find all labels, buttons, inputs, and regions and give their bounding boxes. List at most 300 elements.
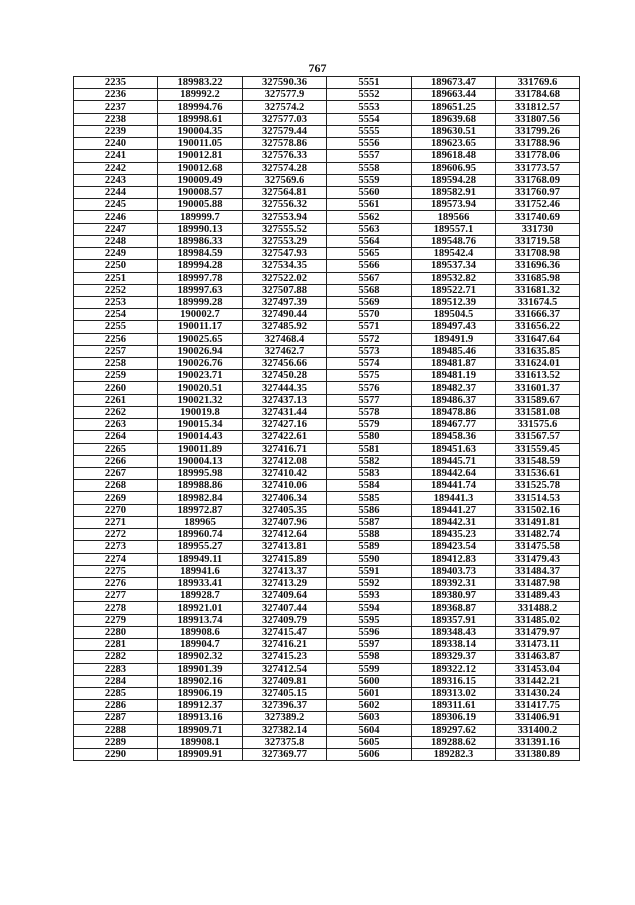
x-coordinate-right-cell: 189442.31 [412, 516, 496, 528]
table-row [74, 565, 580, 577]
point-number-left-cell: 2285 [74, 687, 158, 699]
y-coordinate-left-cell: 327547.93 [243, 248, 327, 260]
point-number-left-cell: 2271 [74, 516, 158, 528]
x-coordinate-right-cell: 189357.91 [412, 614, 496, 626]
x-coordinate-left-cell: 190002.7 [158, 309, 243, 321]
point-number-left-cell: 2238 [74, 113, 158, 125]
x-coordinate-left-cell: 189999.7 [158, 211, 243, 223]
x-coordinate-right-cell: 189467.77 [412, 419, 496, 431]
y-coordinate-right-cell: 331484.37 [496, 565, 580, 577]
point-number-right-cell: 5586 [327, 504, 412, 516]
y-coordinate-right-cell: 331778.06 [496, 150, 580, 162]
point-number-left-cell: 2258 [74, 358, 158, 370]
point-number-left-cell: 2237 [74, 101, 158, 113]
x-coordinate-left-cell: 190011.05 [158, 138, 243, 150]
y-coordinate-left-cell: 327405.35 [243, 504, 327, 516]
y-coordinate-right-cell: 331491.81 [496, 516, 580, 528]
x-coordinate-left-cell: 190026.76 [158, 358, 243, 370]
y-coordinate-right-cell: 331581.08 [496, 406, 580, 418]
y-coordinate-left-cell: 327407.96 [243, 516, 327, 528]
point-number-left-cell: 2248 [74, 235, 158, 247]
y-coordinate-left-cell: 327444.35 [243, 382, 327, 394]
y-coordinate-left-cell: 327556.32 [243, 199, 327, 211]
point-number-left-cell: 2288 [74, 724, 158, 736]
y-coordinate-right-cell: 331768.09 [496, 174, 580, 186]
table-row [74, 211, 580, 223]
x-coordinate-left-cell: 189988.86 [158, 480, 243, 492]
y-coordinate-left-cell: 327409.64 [243, 590, 327, 602]
y-coordinate-left-cell: 327590.36 [243, 77, 327, 89]
x-coordinate-left-cell: 190026.94 [158, 345, 243, 357]
table-row [74, 675, 580, 687]
table-row [74, 223, 580, 235]
y-coordinate-right-cell: 331752.46 [496, 199, 580, 211]
table-row [74, 614, 580, 626]
y-coordinate-left-cell: 327578.86 [243, 138, 327, 150]
x-coordinate-right-cell: 189445.71 [412, 455, 496, 467]
y-coordinate-right-cell: 331380.89 [496, 749, 580, 761]
point-number-right-cell: 5592 [327, 577, 412, 589]
point-number-right-cell: 5553 [327, 101, 412, 113]
y-coordinate-left-cell: 327415.47 [243, 626, 327, 638]
point-number-left-cell: 2243 [74, 174, 158, 186]
y-coordinate-right-cell: 331479.97 [496, 626, 580, 638]
y-coordinate-left-cell: 327577.9 [243, 89, 327, 101]
x-coordinate-right-cell: 189491.9 [412, 333, 496, 345]
table-row [74, 272, 580, 284]
point-number-right-cell: 5564 [327, 235, 412, 247]
y-coordinate-left-cell: 327522.02 [243, 272, 327, 284]
point-number-right-cell: 5594 [327, 602, 412, 614]
y-coordinate-right-cell: 331417.75 [496, 700, 580, 712]
y-coordinate-right-cell: 331760.97 [496, 186, 580, 198]
point-number-left-cell: 2287 [74, 712, 158, 724]
y-coordinate-left-cell: 327389.2 [243, 712, 327, 724]
x-coordinate-right-cell: 189512.39 [412, 296, 496, 308]
y-coordinate-left-cell: 327375.8 [243, 736, 327, 748]
point-number-left-cell: 2262 [74, 406, 158, 418]
x-coordinate-left-cell: 189941.6 [158, 565, 243, 577]
x-coordinate-right-cell: 189441.74 [412, 480, 496, 492]
point-number-left-cell: 2251 [74, 272, 158, 284]
table-row [74, 480, 580, 492]
point-number-right-cell: 5582 [327, 455, 412, 467]
y-coordinate-left-cell: 327415.89 [243, 553, 327, 565]
x-coordinate-left-cell: 189906.19 [158, 687, 243, 699]
coordinates-table [73, 76, 580, 761]
table-row [74, 749, 580, 761]
y-coordinate-right-cell: 331502.16 [496, 504, 580, 516]
table-row [74, 651, 580, 663]
point-number-right-cell: 5585 [327, 492, 412, 504]
y-coordinate-left-cell: 327407.44 [243, 602, 327, 614]
x-coordinate-right-cell: 189313.02 [412, 687, 496, 699]
y-coordinate-left-cell: 327534.35 [243, 260, 327, 272]
y-coordinate-left-cell: 327413.81 [243, 541, 327, 553]
y-coordinate-left-cell: 327485.92 [243, 321, 327, 333]
x-coordinate-left-cell: 190004.13 [158, 455, 243, 467]
point-number-left-cell: 2277 [74, 590, 158, 602]
table-row [74, 162, 580, 174]
y-coordinate-left-cell: 327555.52 [243, 223, 327, 235]
y-coordinate-left-cell: 327422.61 [243, 431, 327, 443]
point-number-right-cell: 5579 [327, 419, 412, 431]
point-number-left-cell: 2239 [74, 125, 158, 137]
point-number-left-cell: 2240 [74, 138, 158, 150]
x-coordinate-right-cell: 189441.3 [412, 492, 496, 504]
point-number-right-cell: 5554 [327, 113, 412, 125]
table-row [74, 321, 580, 333]
y-coordinate-right-cell: 331514.53 [496, 492, 580, 504]
x-coordinate-right-cell: 189380.97 [412, 590, 496, 602]
y-coordinate-left-cell: 327468.4 [243, 333, 327, 345]
point-number-left-cell: 2252 [74, 284, 158, 296]
x-coordinate-left-cell: 189990.13 [158, 223, 243, 235]
x-coordinate-left-cell: 190009.49 [158, 174, 243, 186]
x-coordinate-left-cell: 189986.33 [158, 235, 243, 247]
table-row [74, 492, 580, 504]
x-coordinate-left-cell: 190005.88 [158, 199, 243, 211]
point-number-left-cell: 2280 [74, 626, 158, 638]
point-number-right-cell: 5561 [327, 199, 412, 211]
y-coordinate-right-cell: 331696.36 [496, 260, 580, 272]
point-number-right-cell: 5604 [327, 724, 412, 736]
point-number-right-cell: 5595 [327, 614, 412, 626]
x-coordinate-left-cell: 189902.32 [158, 651, 243, 663]
point-number-left-cell: 2257 [74, 345, 158, 357]
x-coordinate-left-cell: 189912.37 [158, 700, 243, 712]
y-coordinate-right-cell: 331666.37 [496, 309, 580, 321]
y-coordinate-right-cell: 331708.98 [496, 248, 580, 260]
x-coordinate-left-cell: 189994.76 [158, 101, 243, 113]
x-coordinate-right-cell: 189306.19 [412, 712, 496, 724]
table-row [74, 77, 580, 89]
point-number-right-cell: 5559 [327, 174, 412, 186]
point-number-left-cell: 2276 [74, 577, 158, 589]
x-coordinate-left-cell: 189994.28 [158, 260, 243, 272]
table-row [74, 639, 580, 651]
x-coordinate-left-cell: 189965 [158, 516, 243, 528]
point-number-right-cell: 5563 [327, 223, 412, 235]
x-coordinate-left-cell: 189933.41 [158, 577, 243, 589]
point-number-right-cell: 5591 [327, 565, 412, 577]
table-row [74, 431, 580, 443]
x-coordinate-right-cell: 189639.68 [412, 113, 496, 125]
table-row [74, 174, 580, 186]
point-number-right-cell: 5577 [327, 394, 412, 406]
point-number-right-cell: 5606 [327, 749, 412, 761]
x-coordinate-left-cell: 190011.89 [158, 443, 243, 455]
y-coordinate-right-cell: 331525.78 [496, 480, 580, 492]
x-coordinate-right-cell: 189392.31 [412, 577, 496, 589]
point-number-left-cell: 2253 [74, 296, 158, 308]
point-number-right-cell: 5558 [327, 162, 412, 174]
point-number-right-cell: 5562 [327, 211, 412, 223]
x-coordinate-left-cell: 190019.8 [158, 406, 243, 418]
point-number-right-cell: 5551 [327, 77, 412, 89]
x-coordinate-left-cell: 189921.01 [158, 602, 243, 614]
y-coordinate-left-cell: 327409.79 [243, 614, 327, 626]
y-coordinate-left-cell: 327413.37 [243, 565, 327, 577]
table-row [74, 333, 580, 345]
point-number-left-cell: 2282 [74, 651, 158, 663]
point-number-left-cell: 2241 [74, 150, 158, 162]
y-coordinate-right-cell: 331559.45 [496, 443, 580, 455]
x-coordinate-right-cell: 189522.71 [412, 284, 496, 296]
point-number-left-cell: 2268 [74, 480, 158, 492]
y-coordinate-right-cell: 331719.58 [496, 235, 580, 247]
table-row [74, 296, 580, 308]
y-coordinate-left-cell: 327431.44 [243, 406, 327, 418]
y-coordinate-left-cell: 327462.7 [243, 345, 327, 357]
point-number-left-cell: 2255 [74, 321, 158, 333]
table-row [74, 235, 580, 247]
y-coordinate-left-cell: 327437.13 [243, 394, 327, 406]
point-number-right-cell: 5581 [327, 443, 412, 455]
x-coordinate-left-cell: 189983.22 [158, 77, 243, 89]
x-coordinate-right-cell: 189537.34 [412, 260, 496, 272]
y-coordinate-right-cell: 331788.96 [496, 138, 580, 150]
table-row [74, 382, 580, 394]
y-coordinate-right-cell: 331635.85 [496, 345, 580, 357]
point-number-right-cell: 5571 [327, 321, 412, 333]
x-coordinate-left-cell: 190011.17 [158, 321, 243, 333]
y-coordinate-left-cell: 327382.14 [243, 724, 327, 736]
x-coordinate-right-cell: 189623.65 [412, 138, 496, 150]
y-coordinate-right-cell: 331799.26 [496, 125, 580, 137]
point-number-right-cell: 5573 [327, 345, 412, 357]
point-number-left-cell: 2283 [74, 663, 158, 675]
y-coordinate-left-cell: 327412.08 [243, 455, 327, 467]
y-coordinate-right-cell: 331656.22 [496, 321, 580, 333]
table-row [74, 516, 580, 528]
y-coordinate-right-cell: 331807.56 [496, 113, 580, 125]
x-coordinate-left-cell: 190014.43 [158, 431, 243, 443]
table-row [74, 541, 580, 553]
x-coordinate-left-cell: 189998.61 [158, 113, 243, 125]
x-coordinate-right-cell: 189630.51 [412, 125, 496, 137]
x-coordinate-right-cell: 189442.64 [412, 468, 496, 480]
x-coordinate-left-cell: 189902.16 [158, 675, 243, 687]
point-number-right-cell: 5556 [327, 138, 412, 150]
y-coordinate-right-cell: 331730 [496, 223, 580, 235]
x-coordinate-left-cell: 189928.7 [158, 590, 243, 602]
point-number-left-cell: 2289 [74, 736, 158, 748]
y-coordinate-right-cell: 331685.98 [496, 272, 580, 284]
table-row [74, 113, 580, 125]
x-coordinate-right-cell: 189348.43 [412, 626, 496, 638]
point-number-right-cell: 5603 [327, 712, 412, 724]
y-coordinate-right-cell: 331681.32 [496, 284, 580, 296]
x-coordinate-left-cell: 190025.65 [158, 333, 243, 345]
x-coordinate-right-cell: 189673.47 [412, 77, 496, 89]
table-row [74, 345, 580, 357]
point-number-left-cell: 2259 [74, 370, 158, 382]
y-coordinate-right-cell: 331453.04 [496, 663, 580, 675]
point-number-right-cell: 5596 [327, 626, 412, 638]
y-coordinate-right-cell: 331740.69 [496, 211, 580, 223]
y-coordinate-left-cell: 327427.16 [243, 419, 327, 431]
x-coordinate-left-cell: 189955.27 [158, 541, 243, 553]
point-number-right-cell: 5560 [327, 186, 412, 198]
table-row [74, 602, 580, 614]
table-row [74, 687, 580, 699]
x-coordinate-right-cell: 189423.54 [412, 541, 496, 553]
y-coordinate-right-cell: 331391.16 [496, 736, 580, 748]
point-number-right-cell: 5588 [327, 529, 412, 541]
y-coordinate-left-cell: 327507.88 [243, 284, 327, 296]
y-coordinate-right-cell: 331769.6 [496, 77, 580, 89]
y-coordinate-right-cell: 331575.6 [496, 419, 580, 431]
point-number-left-cell: 2260 [74, 382, 158, 394]
x-coordinate-left-cell: 189908.1 [158, 736, 243, 748]
x-coordinate-left-cell: 189913.16 [158, 712, 243, 724]
table-row [74, 125, 580, 137]
table-row [74, 626, 580, 638]
point-number-left-cell: 2254 [74, 309, 158, 321]
table-row [74, 577, 580, 589]
point-number-left-cell: 2274 [74, 553, 158, 565]
x-coordinate-right-cell: 189486.37 [412, 394, 496, 406]
y-coordinate-right-cell: 331487.98 [496, 577, 580, 589]
point-number-right-cell: 5583 [327, 468, 412, 480]
y-coordinate-left-cell: 327412.54 [243, 663, 327, 675]
table-row [74, 468, 580, 480]
y-coordinate-left-cell: 327415.23 [243, 651, 327, 663]
x-coordinate-right-cell: 189651.25 [412, 101, 496, 113]
x-coordinate-left-cell: 189999.28 [158, 296, 243, 308]
table-row [74, 101, 580, 113]
x-coordinate-left-cell: 189982.84 [158, 492, 243, 504]
x-coordinate-right-cell: 189566 [412, 211, 496, 223]
x-coordinate-right-cell: 189311.61 [412, 700, 496, 712]
y-coordinate-right-cell: 331773.57 [496, 162, 580, 174]
point-number-left-cell: 2265 [74, 443, 158, 455]
point-number-right-cell: 5565 [327, 248, 412, 260]
y-coordinate-left-cell: 327577.03 [243, 113, 327, 125]
table-row [74, 406, 580, 418]
point-number-left-cell: 2269 [74, 492, 158, 504]
point-number-right-cell: 5578 [327, 406, 412, 418]
x-coordinate-right-cell: 189557.1 [412, 223, 496, 235]
table-row [74, 199, 580, 211]
y-coordinate-left-cell: 327450.28 [243, 370, 327, 382]
point-number-right-cell: 5552 [327, 89, 412, 101]
point-number-right-cell: 5567 [327, 272, 412, 284]
y-coordinate-right-cell: 331674.5 [496, 296, 580, 308]
x-coordinate-right-cell: 189481.19 [412, 370, 496, 382]
y-coordinate-right-cell: 331430.24 [496, 687, 580, 699]
point-number-right-cell: 5590 [327, 553, 412, 565]
point-number-left-cell: 2261 [74, 394, 158, 406]
x-coordinate-right-cell: 189542.4 [412, 248, 496, 260]
y-coordinate-right-cell: 331784.68 [496, 89, 580, 101]
point-number-left-cell: 2286 [74, 700, 158, 712]
x-coordinate-right-cell: 189435.23 [412, 529, 496, 541]
x-coordinate-left-cell: 189960.74 [158, 529, 243, 541]
table-row [74, 663, 580, 675]
y-coordinate-left-cell: 327574.28 [243, 162, 327, 174]
x-coordinate-right-cell: 189663.44 [412, 89, 496, 101]
x-coordinate-right-cell: 189482.37 [412, 382, 496, 394]
y-coordinate-left-cell: 327553.29 [243, 235, 327, 247]
x-coordinate-right-cell: 189282.3 [412, 749, 496, 761]
table-row [74, 712, 580, 724]
table-row [74, 309, 580, 321]
x-coordinate-right-cell: 189606.95 [412, 162, 496, 174]
x-coordinate-left-cell: 189995.98 [158, 468, 243, 480]
point-number-left-cell: 2266 [74, 455, 158, 467]
table-row [74, 736, 580, 748]
point-number-right-cell: 5600 [327, 675, 412, 687]
x-coordinate-right-cell: 189478.86 [412, 406, 496, 418]
y-coordinate-left-cell: 327416.71 [243, 443, 327, 455]
point-number-left-cell: 2246 [74, 211, 158, 223]
table-row [74, 150, 580, 162]
point-number-right-cell: 5570 [327, 309, 412, 321]
y-coordinate-left-cell: 327413.29 [243, 577, 327, 589]
y-coordinate-right-cell: 331613.52 [496, 370, 580, 382]
y-coordinate-right-cell: 331479.43 [496, 553, 580, 565]
x-coordinate-left-cell: 189908.6 [158, 626, 243, 638]
point-number-right-cell: 5557 [327, 150, 412, 162]
y-coordinate-right-cell: 331624.01 [496, 358, 580, 370]
x-coordinate-right-cell: 189618.48 [412, 150, 496, 162]
point-number-left-cell: 2249 [74, 248, 158, 260]
point-number-left-cell: 2263 [74, 419, 158, 431]
x-coordinate-right-cell: 189412.83 [412, 553, 496, 565]
table-row [74, 419, 580, 431]
x-coordinate-left-cell: 190012.68 [158, 162, 243, 174]
x-coordinate-left-cell: 190023.71 [158, 370, 243, 382]
x-coordinate-left-cell: 189909.71 [158, 724, 243, 736]
x-coordinate-left-cell: 189972.87 [158, 504, 243, 516]
y-coordinate-left-cell: 327369.77 [243, 749, 327, 761]
x-coordinate-left-cell: 189901.39 [158, 663, 243, 675]
point-number-right-cell: 5599 [327, 663, 412, 675]
point-number-right-cell: 5569 [327, 296, 412, 308]
x-coordinate-right-cell: 189481.87 [412, 358, 496, 370]
y-coordinate-right-cell: 331463.87 [496, 651, 580, 663]
point-number-right-cell: 5568 [327, 284, 412, 296]
point-number-left-cell: 2275 [74, 565, 158, 577]
table-row [74, 358, 580, 370]
x-coordinate-right-cell: 189497.43 [412, 321, 496, 333]
point-number-left-cell: 2284 [74, 675, 158, 687]
point-number-left-cell: 2279 [74, 614, 158, 626]
y-coordinate-right-cell: 331489.43 [496, 590, 580, 602]
y-coordinate-right-cell: 331442.21 [496, 675, 580, 687]
table-row [74, 284, 580, 296]
y-coordinate-left-cell: 327564.81 [243, 186, 327, 198]
table-row [74, 504, 580, 516]
y-coordinate-right-cell: 331482.74 [496, 529, 580, 541]
table-row [74, 186, 580, 198]
point-number-right-cell: 5587 [327, 516, 412, 528]
y-coordinate-left-cell: 327553.94 [243, 211, 327, 223]
x-coordinate-right-cell: 189368.87 [412, 602, 496, 614]
y-coordinate-left-cell: 327409.81 [243, 675, 327, 687]
y-coordinate-right-cell: 331536.61 [496, 468, 580, 480]
y-coordinate-left-cell: 327497.39 [243, 296, 327, 308]
point-number-right-cell: 5572 [327, 333, 412, 345]
x-coordinate-left-cell: 189992.2 [158, 89, 243, 101]
point-number-right-cell: 5597 [327, 639, 412, 651]
y-coordinate-right-cell: 331548.59 [496, 455, 580, 467]
point-number-right-cell: 5555 [327, 125, 412, 137]
y-coordinate-right-cell: 331475.58 [496, 541, 580, 553]
y-coordinate-left-cell: 327574.2 [243, 101, 327, 113]
